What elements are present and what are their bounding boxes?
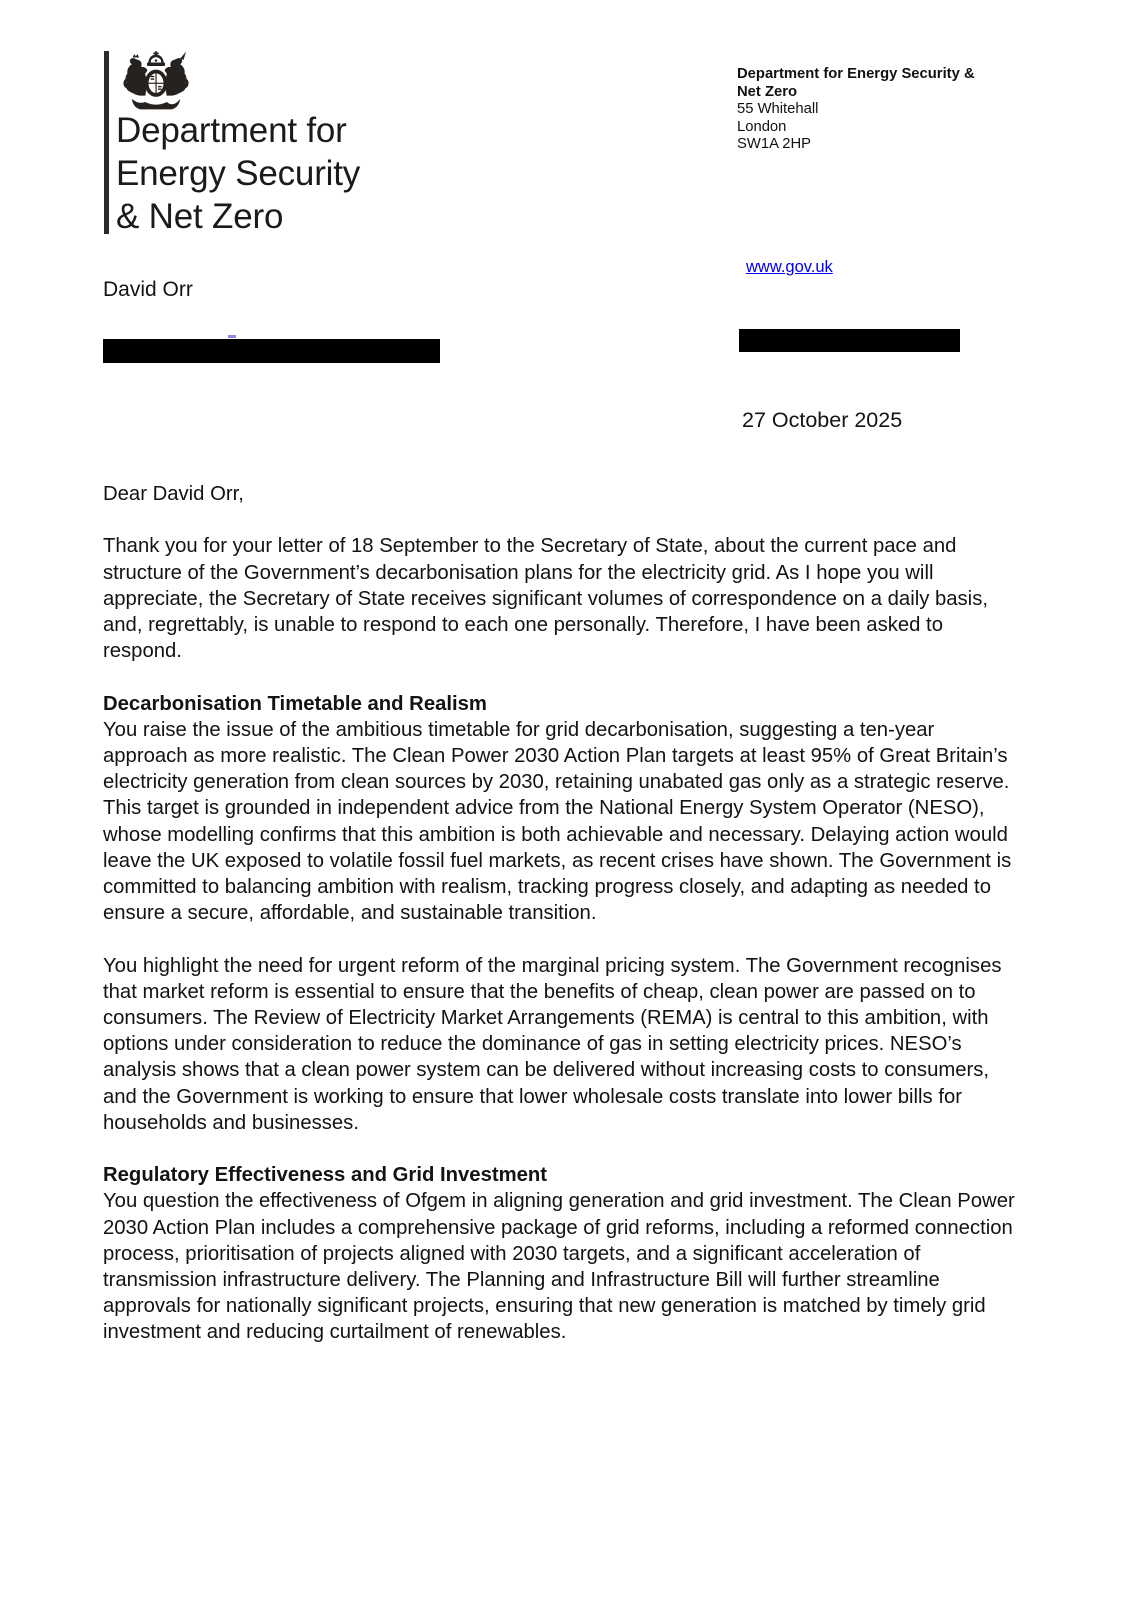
letter-body — [103, 481, 1024, 1346]
royal-coat-of-arms-icon — [117, 51, 195, 117]
section-heading-decarbonisation: Decarbonisation Timetable and Realism — [103, 692, 487, 715]
sender-city: London — [737, 118, 787, 135]
salutation: Dear David Orr, — [103, 483, 244, 505]
redaction-bar-recipient-address — [103, 339, 440, 363]
recipient-name: David Orr — [103, 278, 193, 301]
sender-street: 55 Whitehall — [737, 101, 819, 118]
paragraph-market-reform: You highlight the need for urgent reform of the marginal pricing system. The Government recognises that market reform is essential to ensure that the benefits of cheap, clean power are passed on to consumers. The Review of Electricity Market Arrangements (REMA) is central to this ambition, with options under consideration to reduce the dominance of gas in setting electricity prices. NESO’s analysis shows that a clean power system can be delivered without increasing costs to consumers, and the Government is working to ensure that lower wholesale costs translate into lower bills for households and businesses. — [103, 954, 1002, 1134]
paragraph-decarbonisation: You raise the issue of the ambitious timetable for grid decarbonisation, suggesting a ten-year approach as more realistic. The Clean Power 2030 Action Plan targets at least 95% of Great Britain’s electricity generation from clean sources by 2030, retaining unabated gas only as a strategic reserve. This target is grounded in independent advice from the National Energy System Operator (NESO), whose modelling confirms that this ambition is both achievable and necessary. Delaying action would leave the UK exposed to volatile fossil fuel markets, as recent crises have shown. The Government is committed to balancing ambition with realism, tracking progress closely, and adapting as needed to ensure a secure, affordable, and sustainable transition. — [103, 718, 1012, 925]
sender-postcode: SW1A 2HP — [737, 136, 812, 153]
sender-name-line: Department for Energy Security & — [737, 66, 975, 82]
logo-department-name — [116, 109, 360, 238]
gov-uk-link[interactable]: www.gov.uk — [746, 258, 833, 276]
section-heading-regulatory: Regulatory Effectiveness and Grid Investment — [103, 1164, 548, 1187]
redacted-link-remnant — [228, 335, 236, 338]
sender-address-block — [737, 66, 1017, 154]
logo-line-3: & Net Zero — [116, 197, 284, 236]
paragraph-regulatory: You question the effectiveness of Ofgem in aligning generation and grid investment. The Clean Power 2030 Action Plan includes a comprehensive package of grid reforms, including a reformed connection process, prioritisation of projects aligned with 2030 targets, and a significant acceleration of transmission infrastructure delivery. The Planning and Infrastructure Bill will further streamline approvals for nationally significant projects, ensuring that new generation is matched by timely grid investment and reducing curtailment of renewables. — [103, 1190, 1015, 1344]
logo-line-2: Energy Security — [116, 154, 361, 193]
paragraph-intro: Thank you for your letter of 18 September to the Secretary of State, about the current pace and structure of the Government’s decarbonisation plans for the electricity grid. As I hope you will appreciate, the Secretary of State receives significant volumes of correspondence on a daily basis, and, regrettably, is unable to respond to each one personally. Therefore, I have been asked to respond. — [103, 535, 988, 663]
logo-divider-bar — [104, 51, 109, 234]
sender-name-line: Net Zero — [737, 83, 798, 100]
letter-date: 27 October 2025 — [742, 408, 903, 432]
logo-line-1: Department for — [116, 111, 347, 150]
redaction-bar-reference — [739, 329, 960, 352]
